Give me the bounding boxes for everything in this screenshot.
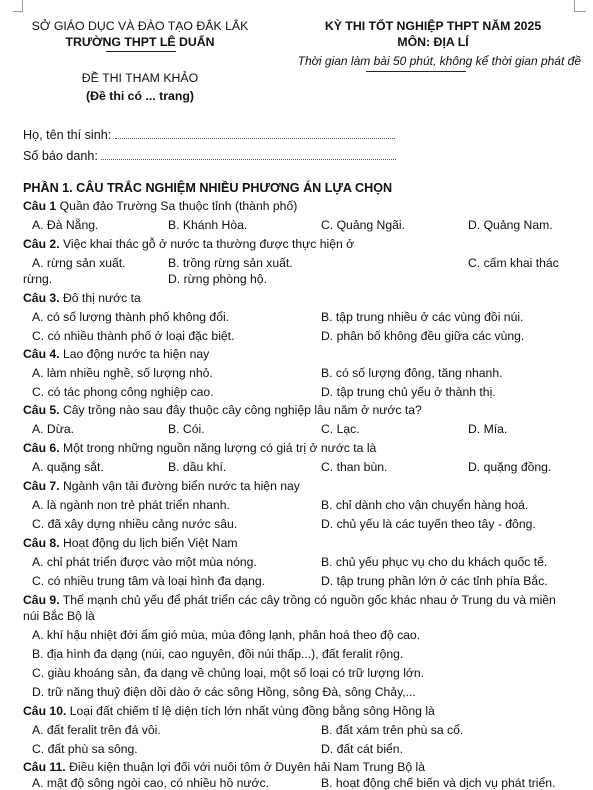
subject-title: MÔN: ĐỊA LÍ [397,35,469,49]
q2-option-c-cont: rừng. [23,272,53,286]
q5-option-c: C. Lạc. [321,422,360,436]
q10-option-a: A. đất feralit trên đá vôi. [32,723,161,737]
q6-option-d: D. quặng đồng. [468,460,552,474]
school-underline [106,51,176,52]
q8-option-d: D. tập trung phần lớn ở các tỉnh phía Bắc. [321,574,548,588]
q10-option-c: C. đất phù sa sông. [32,742,138,756]
q11-option-b: B. hoạt động chế biến và dịch vụ phát triển. [321,776,556,790]
page-corner-mark-left [13,0,23,12]
question-4: Câu 4. Lao động nước ta hiện nay [23,347,210,361]
q9-option-b: B. địa hình đa dạng (núi, cao nguyên, đồi núi thấp...), đất feralit rộng. [32,647,404,661]
q8-option-c: C. có nhiều trung tâm và loại hình đa dạng. [32,574,266,588]
q1-option-c: C. Quảng Ngãi. [321,218,406,232]
q1-option-d: D. Quảng Nam. [468,218,553,232]
question-1: Câu 1 Quần đảo Trường Sa thuộc tỉnh (thành phố) [23,199,298,213]
q3-option-a: A. có số lượng thành phố không đổi. [32,310,230,324]
q8-option-a: A. chỉ phát triển được vào một mùa nóng. [32,555,257,569]
name-field [23,128,395,142]
section-title: PHẦN 1. CÂU TRẮC NGHIỆM NHIỀU PHƯƠNG ÁN LỰA CHỌN [23,181,393,195]
question-7: Câu 7. Ngành vận tải đường biển nước ta hiện nay [23,479,300,493]
q3-option-c: C. có nhiều thành phố ở loại đặc biệt. [32,329,235,343]
time-underline [366,71,466,72]
q3-option-d: D. phân bố không đều giữa các vùng. [321,329,525,343]
q7-option-d: D. chủ yếu là các tuyến theo tây - đông. [321,517,536,531]
q5-option-d: D. Mía. [468,422,508,436]
q6-option-b: B. dầu khí. [168,460,227,474]
id-label: Số báo danh: [23,149,98,163]
q9-option-c: C. giàu khoáng sản, đa dạng về chủng loại, một số loại có trữ lượng lớn. [32,666,425,680]
question-5: Câu 5. Cây trồng nào sau đây thuộc cây công nghiệp lâu năm ở nước ta? [23,403,422,417]
question-9-cont: núi Bắc Bộ là [23,609,95,623]
q2-option-c: C. cấm khai thác [468,256,559,270]
q1-option-a: A. Đà Nẵng. [32,218,99,232]
time-note: Thời gian làm bài 50 phút, không kể thời gian phát đề [297,54,581,68]
question-10: Câu 10. Loại đất chiếm tỉ lệ diện tích lớn nhất vùng đồng bằng sông Hồng là [23,704,435,718]
q10-option-d: D. đất cát biển. [321,742,403,756]
question-8: Câu 8. Hoạt động du lịch biển Việt Nam [23,536,238,550]
q4-option-c: C. có tác phong công nghiệp cao. [32,385,214,399]
q4-option-b: B. có số lượng đông, tăng nhanh. [321,366,503,380]
q2-option-a: A. rừng sản xuất. [32,256,126,270]
q3-option-b: B. tập trung nhiều ở các vùng đồi núi. [321,310,524,324]
name-label: Họ, tên thí sinh: [23,128,112,142]
q1-option-b: B. Khánh Hòa. [168,218,248,232]
id-field [23,149,396,163]
question-6: Câu 6. Một trong những nguồn năng lượng có giá trị ở nước ta là [23,441,377,455]
q5-option-b: B. Cói. [168,422,205,436]
doc-type: ĐỀ THI THAM KHẢO [81,71,199,85]
q6-option-c: C. than bùn. [321,460,388,474]
q9-option-d: D. trữ năng thuỷ điện dồi dào ở các sông Hồng, sông Đà, sông Chảy,... [32,685,416,699]
page-corner-mark-right [574,0,586,12]
q2-option-d: D. rừng phòng hộ. [168,272,267,286]
q4-option-d: D. tập trung chủ yếu ở thành thị. [321,385,496,399]
q9-option-a: A. khí hậu nhiệt đới ẩm gió mùa, mùa đông lạnh, phân hoá theo độ cao. [32,628,421,642]
question-9: Câu 9. Thế mạnh chủ yếu để phát triển các cây trồng có nguồn gốc khác nhau ở Trung du và miền [23,593,556,607]
q11-option-a: A. mật độ sông ngòi cao, có nhiều hồ nước. [32,776,270,790]
q2-option-b: B. trồng rừng sản xuất. [168,256,293,270]
school-name: TRƯỜNG THPT LÊ DUẨN [65,35,215,49]
question-3: Câu 3. Đô thị nước ta [23,291,141,305]
id-dotted-line [101,149,396,160]
q10-option-b: B. đất xám trên phù sa cổ. [321,723,464,737]
exam-title: KỲ THI TỐT NGHIỆP THPT NĂM 2025 [324,19,542,33]
question-11: Câu 11. Điều kiện thuận lợi đối với nuôi tôm ở Duyên hải Nam Trung Bộ là [23,760,425,774]
name-dotted-line [115,128,395,139]
q8-option-b: B. chủ yếu phục vụ cho du khách quốc tế. [321,555,548,569]
q6-option-a: A. quặng sắt. [32,460,104,474]
q7-option-a: A. là ngành non trẻ phát triển nhanh. [32,498,230,512]
q7-option-b: B. chỉ dành cho vận chuyển hàng hoá. [321,498,529,512]
pages-note: (Đề thi có ... trang) [86,89,194,103]
q7-option-c: C. đã xây dựng nhiều cảng nước sâu. [32,517,238,531]
question-2: Câu 2. Việc khai thác gỗ ở nước ta thường được thực hiện ở [23,237,355,251]
q5-option-a: A. Dừa. [32,422,75,436]
department-name: SỞ GIÁO DỤC VÀ ĐÀO TẠO ĐẮK LẮK [31,19,249,33]
q4-option-a: A. làm nhiều nghề, số lượng nhỏ. [32,366,213,380]
